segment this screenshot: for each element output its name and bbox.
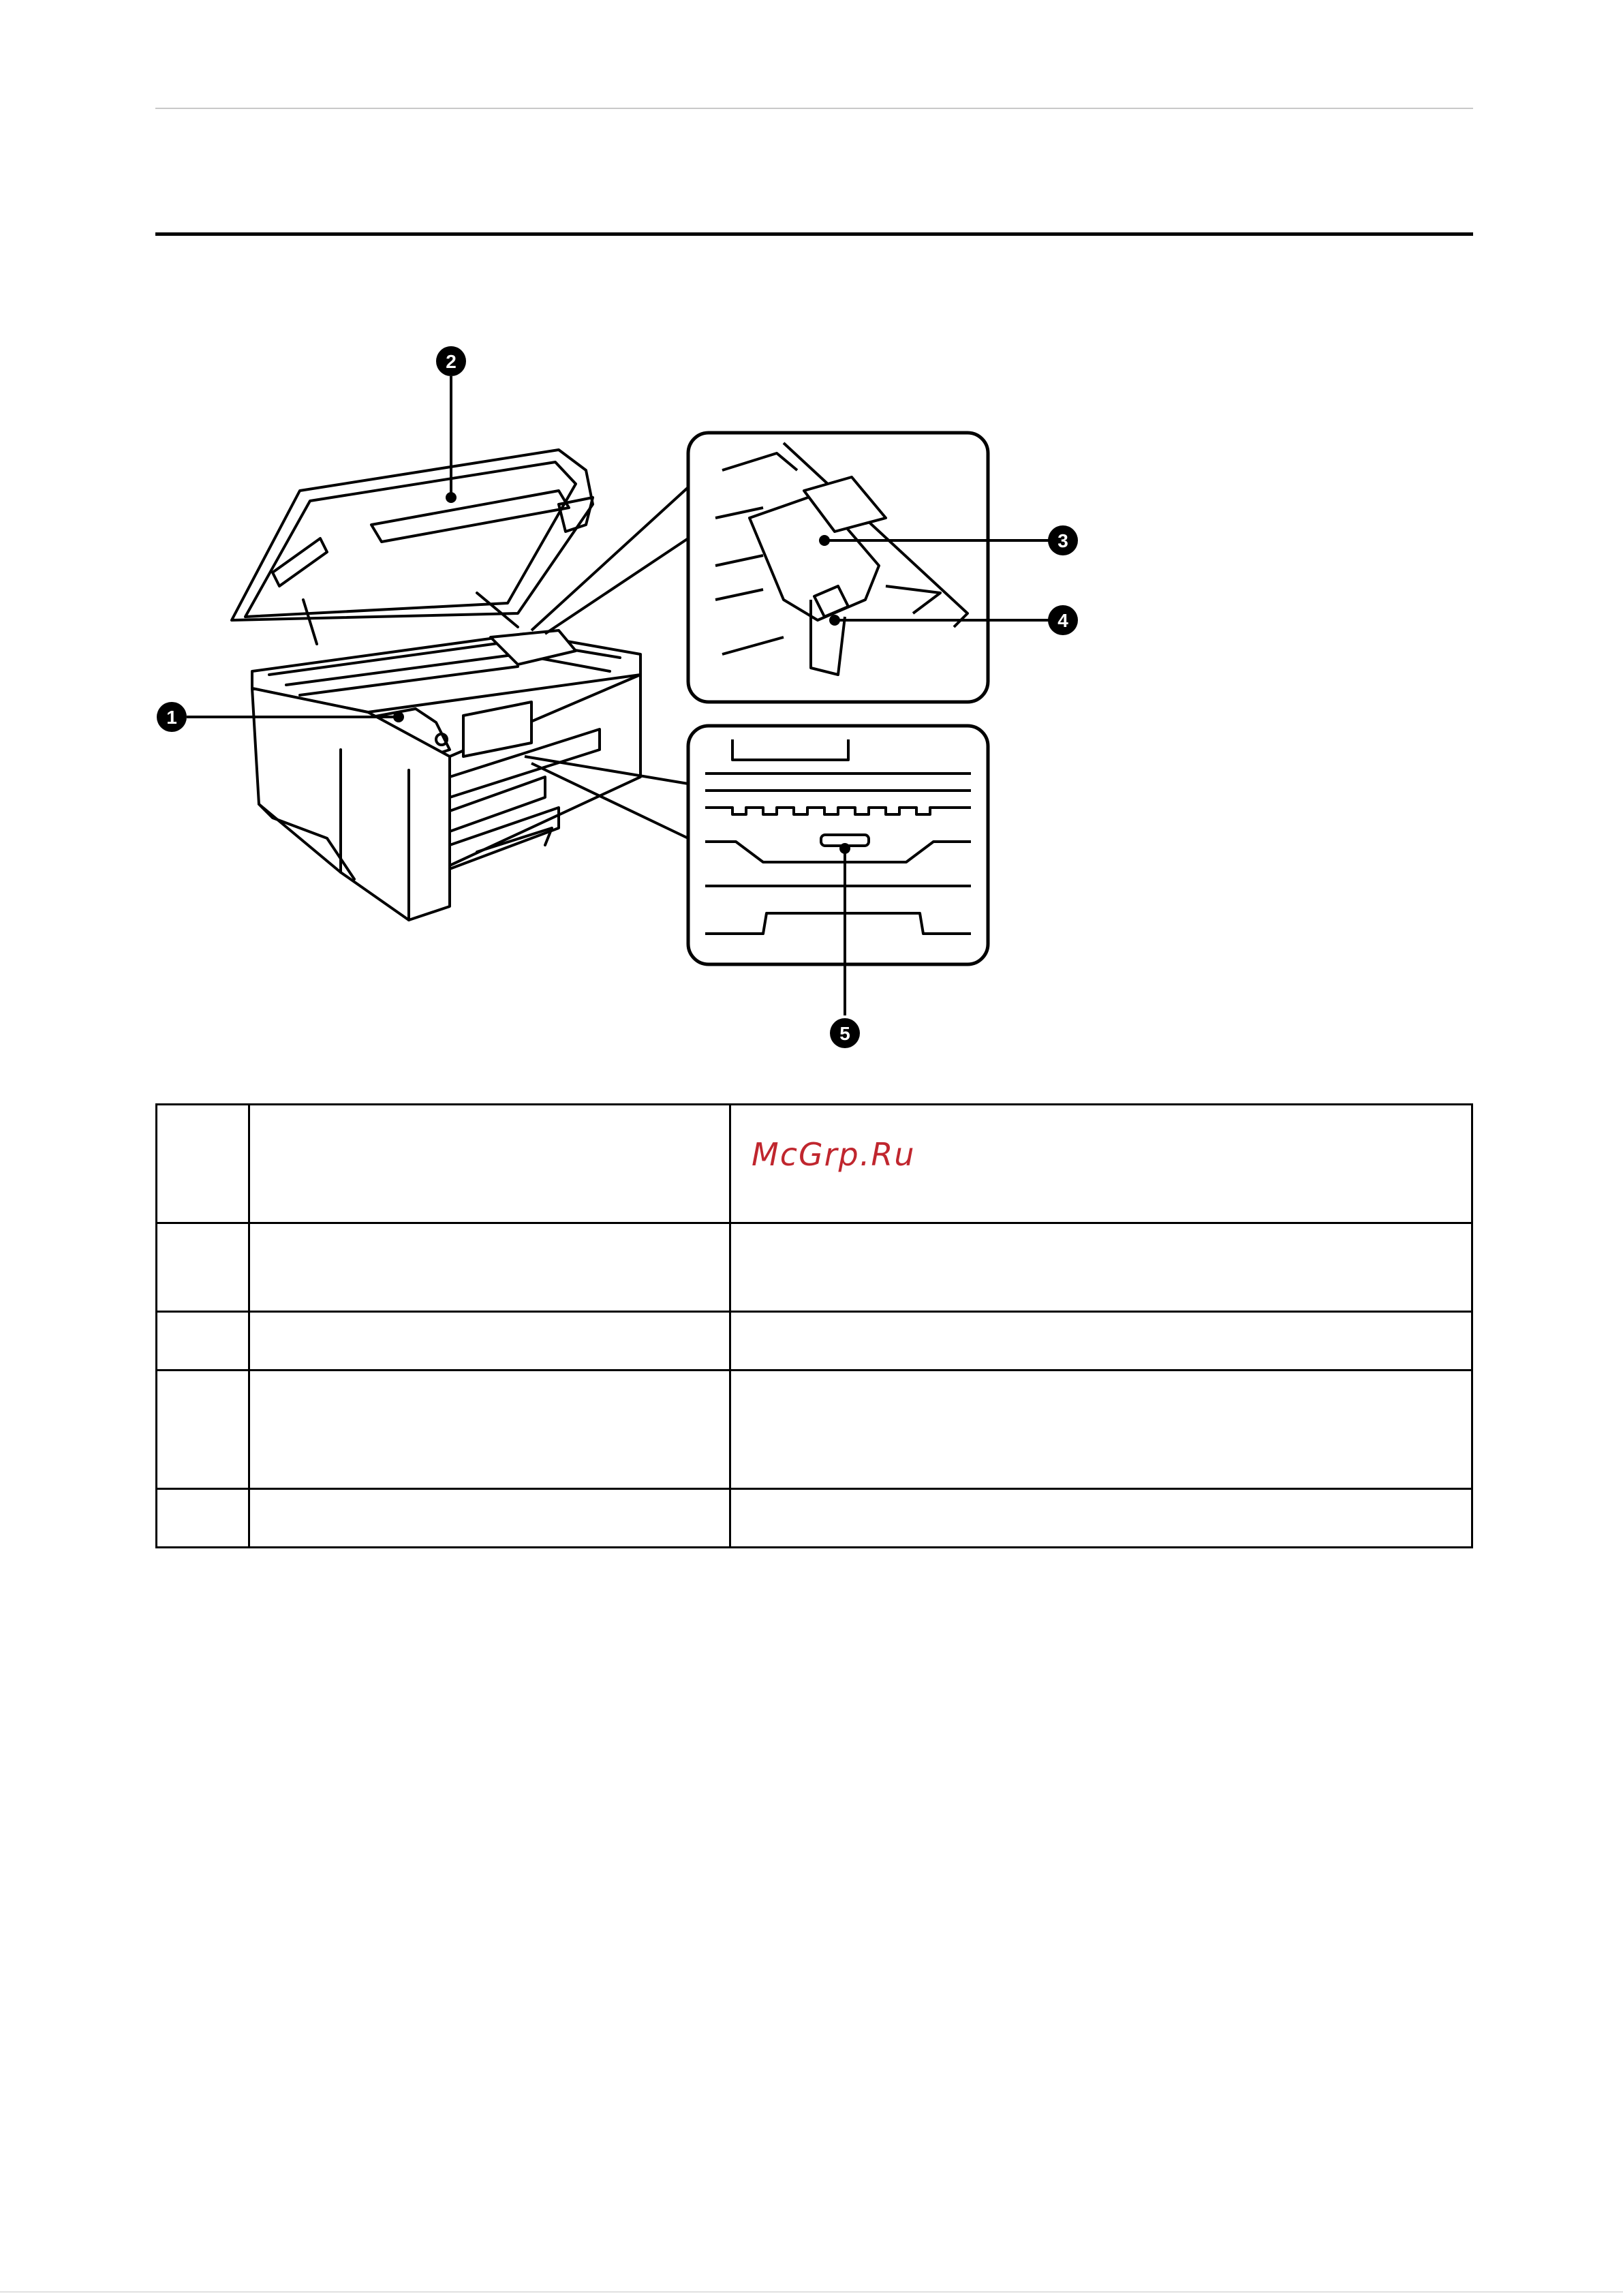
table-row: [157, 1105, 1472, 1223]
part-number-cell: [157, 1489, 249, 1548]
part-number-cell: [157, 1105, 249, 1223]
part-description-cell: [730, 1489, 1472, 1548]
part-number-cell: [157, 1371, 249, 1489]
header-rule: [155, 108, 1473, 109]
part-number-cell: [157, 1223, 249, 1312]
part-name-cell: [249, 1312, 730, 1371]
callout-2-label: 2: [446, 351, 457, 372]
parts-table: [155, 1103, 1473, 1548]
table-row: [157, 1371, 1472, 1489]
part-number-cell: [157, 1312, 249, 1371]
part-name-cell: [249, 1371, 730, 1489]
part-description-cell: [730, 1312, 1472, 1371]
section-heading-rule: [155, 232, 1473, 236]
part-description-cell: [730, 1105, 1472, 1223]
footer-rule: [0, 2291, 1623, 2293]
callout-3-label: 3: [1057, 530, 1068, 551]
printer-interior-illustration: [136, 327, 1158, 1077]
part-description-cell: [730, 1223, 1472, 1312]
table-row: [157, 1312, 1472, 1371]
callout-4-label: 4: [1057, 610, 1068, 631]
part-name-cell: [249, 1489, 730, 1548]
table-row: [157, 1223, 1472, 1312]
watermark-text: McGrp.Ru: [752, 1135, 916, 1173]
part-name-cell: [249, 1105, 730, 1223]
table-row: [157, 1489, 1472, 1548]
part-name-cell: [249, 1223, 730, 1312]
callout-1-label: 1: [166, 707, 177, 728]
callout-5-label: 5: [839, 1023, 850, 1044]
part-description-cell: [730, 1371, 1472, 1489]
